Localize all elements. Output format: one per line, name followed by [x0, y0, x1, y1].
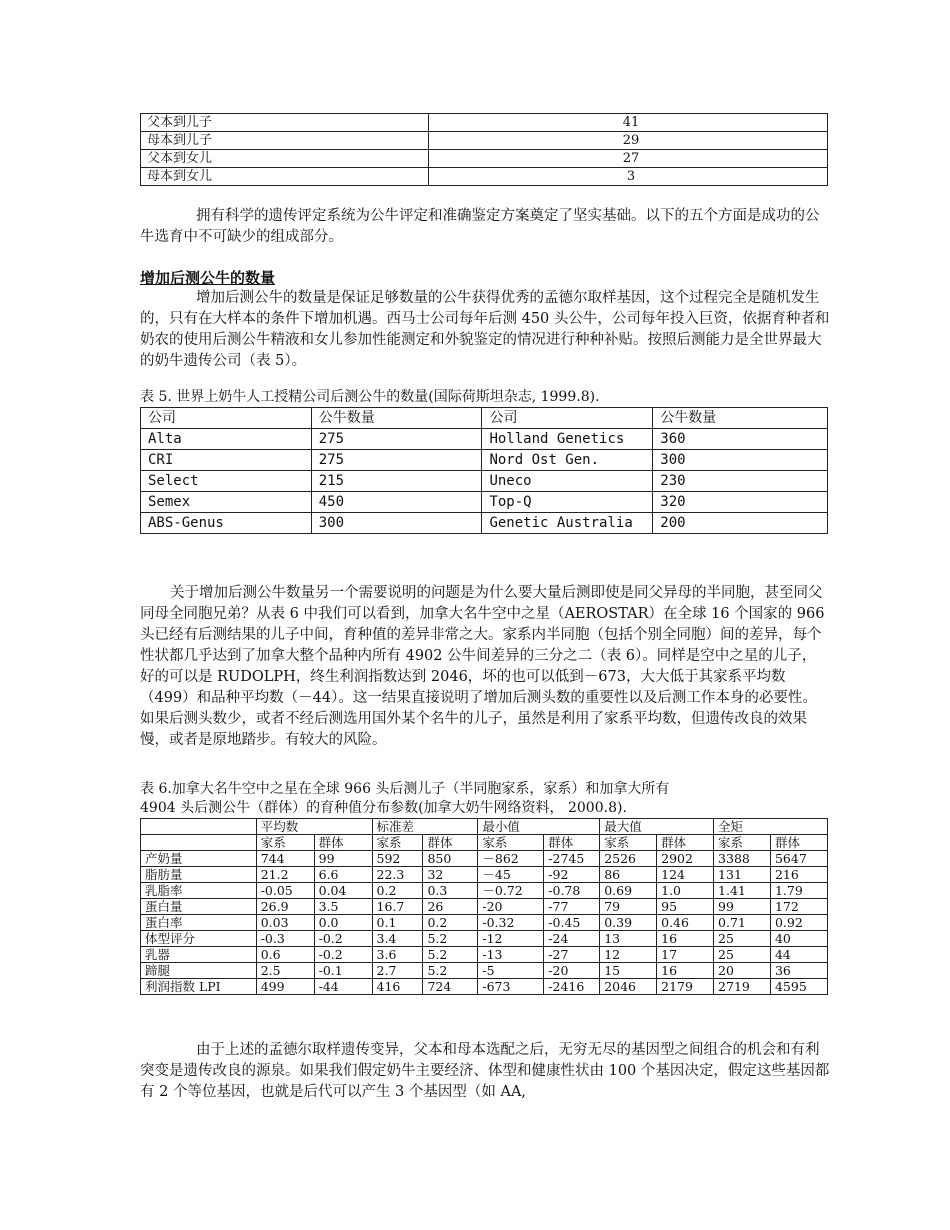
table-cell: 40 — [770, 931, 827, 947]
table-cell: 44 — [770, 947, 827, 963]
table-cell: -24 — [544, 931, 600, 947]
table-cell: 0.71 — [714, 915, 771, 931]
table-cell: 6.6 — [314, 867, 372, 883]
table-row — [141, 471, 828, 492]
table-cell: 3.6 — [372, 947, 423, 963]
table-cell: Top-Q — [482, 492, 653, 513]
table-cell: 79 — [600, 899, 657, 915]
table-cell: 17 — [657, 947, 714, 963]
table-cell: 0.04 — [314, 883, 372, 899]
table-cell: 592 — [372, 851, 423, 867]
trait-label: 体型评分 — [141, 931, 257, 947]
table-cell: 99 — [714, 899, 771, 915]
table-cell: 3388 — [714, 851, 771, 867]
table-cell: -0.2 — [314, 931, 372, 947]
table-row — [141, 429, 828, 450]
table6-caption-line1: 表 6.加拿大名牛空中之星在全球 966 头后测儿子（半同胞家系，家系）和加拿大所有 — [140, 781, 670, 797]
table-cell: 1.0 — [657, 883, 714, 899]
row-label: 母本到女儿 — [141, 168, 429, 186]
sub-header: 群体 — [544, 835, 600, 851]
sub-header: 家系 — [714, 835, 771, 851]
table-cell: 3.5 — [314, 899, 372, 915]
table-cell: 15 — [600, 963, 657, 979]
table-cell: －45 — [478, 867, 544, 883]
table-row — [141, 114, 828, 132]
row-value: 41 — [429, 114, 828, 132]
table-cell: 13 — [600, 931, 657, 947]
table-cell: -0.1 — [314, 963, 372, 979]
table-cell: 36 — [770, 963, 827, 979]
table-cell: 1.41 — [714, 883, 771, 899]
row-value: 29 — [429, 132, 828, 150]
table-row — [141, 450, 828, 471]
table-cell: ABS-Genus — [141, 513, 312, 534]
trait-label: 脂肪量 — [141, 867, 257, 883]
table-cell: 275 — [311, 429, 482, 450]
table-cell: -0.78 — [544, 883, 600, 899]
table-cell: 2.5 — [256, 963, 314, 979]
inheritance-table — [140, 113, 828, 186]
table-row — [141, 168, 828, 186]
table-cell: -0.2 — [314, 947, 372, 963]
table-cell: Alta — [141, 429, 312, 450]
table-cell: 216 — [770, 867, 827, 883]
table-cell: -0.32 — [478, 915, 544, 931]
table-cell: 22.3 — [372, 867, 423, 883]
table-row — [141, 979, 828, 995]
table-row — [141, 513, 828, 534]
table-cell: CRI — [141, 450, 312, 471]
table-cell: －0.72 — [478, 883, 544, 899]
table-row — [141, 883, 828, 899]
table-cell: 300 — [653, 450, 828, 471]
table-cell: 416 — [372, 979, 423, 995]
table-row — [141, 931, 828, 947]
table-cell: -2416 — [544, 979, 600, 995]
table-cell: 5647 — [770, 851, 827, 867]
table-cell: 0.39 — [600, 915, 657, 931]
table-cell: 26 — [423, 899, 478, 915]
table-row — [141, 899, 828, 915]
group-header: 最小值 — [478, 819, 600, 835]
group-header: 全矩 — [714, 819, 828, 835]
table-cell: 0.03 — [256, 915, 314, 931]
table-cell: 450 — [311, 492, 482, 513]
table-cell: 3.4 — [372, 931, 423, 947]
table-cell: 360 — [653, 429, 828, 450]
sub-header: 家系 — [372, 835, 423, 851]
table-row — [141, 947, 828, 963]
trait-label: 乳脂率 — [141, 883, 257, 899]
group-header: 平均数 — [256, 819, 372, 835]
table-cell: 20 — [714, 963, 771, 979]
table-cell: Uneco — [482, 471, 653, 492]
table-cell: 4595 — [770, 979, 827, 995]
sub-header: 群体 — [314, 835, 372, 851]
table-cell: 2.7 — [372, 963, 423, 979]
table-header-row — [141, 408, 828, 429]
row-label: 母本到儿子 — [141, 132, 429, 150]
table-cell: -0.45 — [544, 915, 600, 931]
table-cell: 5.2 — [423, 931, 478, 947]
table-cell: -44 — [314, 979, 372, 995]
table-row — [141, 150, 828, 168]
table-cell: 21.2 — [256, 867, 314, 883]
table6-caption-line2: 4904 头后测公牛（群体）的育种值分布参数(加拿大奶牛网络资料， 2000.8). — [140, 800, 627, 816]
sub-header: 家系 — [478, 835, 544, 851]
table-cell: 0.0 — [314, 915, 372, 931]
table-cell: 0.46 — [657, 915, 714, 931]
table-cell: Semex — [141, 492, 312, 513]
table-cell: -13 — [478, 947, 544, 963]
table-cell: 95 — [657, 899, 714, 915]
trait-label: 蛋白率 — [141, 915, 257, 931]
table-cell: 0.3 — [423, 883, 478, 899]
table5-caption: 表 5. 世界上奶牛人工授精公司后测公牛的数量(国际荷斯坦杂志, 1999.8). — [140, 389, 600, 405]
table-cell: 0.6 — [256, 947, 314, 963]
table-cell: 2046 — [600, 979, 657, 995]
ai-company-table — [140, 407, 828, 534]
mendelian-paragraph: 由于上述的孟德尔取样遗传变异，父本和母本选配之后，无穷无尽的基因型之间组合的机会和有利突变是遗传改良的源泉。如果我们假定奶牛主要经济、体型和健康性状由 100 个基因决定，假定这些基因都有 2 个等位基因，也就是后代可以产生 3 个基因型（如 AA, — [140, 1042, 830, 1100]
table-cell: Select — [141, 471, 312, 492]
table-cell: Nord Ost Gen. — [482, 450, 653, 471]
table-cell: 2902 — [657, 851, 714, 867]
trait-label: 利润指数 LPI — [141, 979, 257, 995]
table-cell: 99 — [314, 851, 372, 867]
table-cell: 0.1 — [372, 915, 423, 931]
table-cell: 1.79 — [770, 883, 827, 899]
table-cell: -92 — [544, 867, 600, 883]
table-cell: Genetic Australia — [482, 513, 653, 534]
table-cell: 2526 — [600, 851, 657, 867]
table-cell: 25 — [714, 947, 771, 963]
column-header: 公牛数量 — [653, 408, 828, 429]
table-cell: 2179 — [657, 979, 714, 995]
table-cell: 172 — [770, 899, 827, 915]
table-cell: 0.2 — [423, 915, 478, 931]
sub-header: 家系 — [600, 835, 657, 851]
table-row — [141, 851, 828, 867]
group-header: 最大值 — [600, 819, 714, 835]
sub-header: 群体 — [657, 835, 714, 851]
table-cell: 300 — [311, 513, 482, 534]
table-cell: 124 — [657, 867, 714, 883]
table-cell: 320 — [653, 492, 828, 513]
table-cell: -673 — [478, 979, 544, 995]
row-value: 3 — [429, 168, 828, 186]
trait-label: 蛋白量 — [141, 899, 257, 915]
table-cell: 200 — [653, 513, 828, 534]
table-cell: 5.2 — [423, 963, 478, 979]
row-value: 27 — [429, 150, 828, 168]
table-cell: 499 — [256, 979, 314, 995]
table-cell: 0.92 — [770, 915, 827, 931]
table-cell: -0.3 — [256, 931, 314, 947]
table-cell: 0.69 — [600, 883, 657, 899]
table-cell: -0.05 — [256, 883, 314, 899]
table-cell: 275 — [311, 450, 482, 471]
progeny-test-paragraph: 增加后测公牛的数量是保证足够数量的公牛获得优秀的孟德尔取样基因，这个过程完全是随机发生的，只有在大样本的条件下增加机遇。西马士公司每年后测 450 头公牛，公司每年投入巨资，依据育种者和奶农的使用后测公牛精液和女儿参加性能测定和外貌鉴定的情况进行种种补贴。按照后测能力是全世界最大的奶牛遗传公司（表 5）。 — [140, 290, 830, 369]
row-label: 父本到女儿 — [141, 150, 429, 168]
table-row — [141, 915, 828, 931]
sub-header: 群体 — [423, 835, 478, 851]
table-cell: 12 — [600, 947, 657, 963]
table-cell: 32 — [423, 867, 478, 883]
table-cell: Holland Genetics — [482, 429, 653, 450]
sub-header: 家系 — [256, 835, 314, 851]
group-header-row — [141, 819, 828, 835]
aerostar-paragraph: 关于增加后测公牛数量另一个需要说明的问题是为什么要大量后测即使是同父异母的半同胞，甚至同父同母全同胞兄弟？从表 6 中我们可以看到，加拿大名牛空中之星（AEROSTAR）在全球 16 个国家的 966 头已经有后测结果的儿子中间，育种值的差异非常之大。家系内半同胞（包括个别全同胞）间的差异，每个性状都几乎达到了加拿大整个品种内所有 4902 公牛间差异的三分之二（表 6）。同样是空中之星的儿子，好的可以是 RUDOLPH，终生利润指数达到 2046，坏的也可以低到－673，大大低于其家系平均数（499）和品种平均数（－44）。这一结果直接说明了增加后测头数的重要性以及后测工作本身的必要性。如果后测头数少，或者不经后测选用国外某个名牛的儿子，虽然是利用了家系平均数，但遗传改良的效果慢，或者是原地踏步。有较大的风险。 — [140, 585, 825, 748]
column-header: 公牛数量 — [311, 408, 482, 429]
column-header: 公司 — [141, 408, 312, 429]
table-cell: 744 — [256, 851, 314, 867]
table-cell: 724 — [423, 979, 478, 995]
table-cell: 5.2 — [423, 947, 478, 963]
table-cell: 215 — [311, 471, 482, 492]
table-cell: -12 — [478, 931, 544, 947]
table-cell: 16 — [657, 931, 714, 947]
table-cell: 2719 — [714, 979, 771, 995]
table-cell: -5 — [478, 963, 544, 979]
table-cell: -77 — [544, 899, 600, 915]
corner-cell — [141, 819, 257, 835]
row-label: 父本到儿子 — [141, 114, 429, 132]
corner-cell — [141, 835, 257, 851]
sub-header: 群体 — [770, 835, 827, 851]
intro-paragraph: 拥有科学的遗传评定系统为公牛评定和准确鉴定方案奠定了坚实基础。以下的五个方面是成功的公牛选育中不可缺少的组成部分。 — [140, 208, 820, 245]
table-cell: 25 — [714, 931, 771, 947]
trait-label: 乳器 — [141, 947, 257, 963]
table-cell: -20 — [544, 963, 600, 979]
table-cell: 16 — [657, 963, 714, 979]
trait-label: 蹄腿 — [141, 963, 257, 979]
table-cell: －862 — [478, 851, 544, 867]
table-row — [141, 492, 828, 513]
column-header: 公司 — [482, 408, 653, 429]
sub-header-row — [141, 835, 828, 851]
group-header: 标准差 — [372, 819, 478, 835]
trait-label: 产奶量 — [141, 851, 257, 867]
table-cell: 86 — [600, 867, 657, 883]
table-cell: -20 — [478, 899, 544, 915]
table-row — [141, 963, 828, 979]
breeding-value-table — [140, 818, 828, 995]
table-cell: 850 — [423, 851, 478, 867]
table-cell: 230 — [653, 471, 828, 492]
table-cell: 131 — [714, 867, 771, 883]
table-cell: -27 — [544, 947, 600, 963]
table-cell: -2745 — [544, 851, 600, 867]
table-row — [141, 132, 828, 150]
section-heading: 增加后测公牛的数量 — [140, 269, 276, 287]
table-row — [141, 867, 828, 883]
table-cell: 16.7 — [372, 899, 423, 915]
table-cell: 0.2 — [372, 883, 423, 899]
table-cell: 26.9 — [256, 899, 314, 915]
